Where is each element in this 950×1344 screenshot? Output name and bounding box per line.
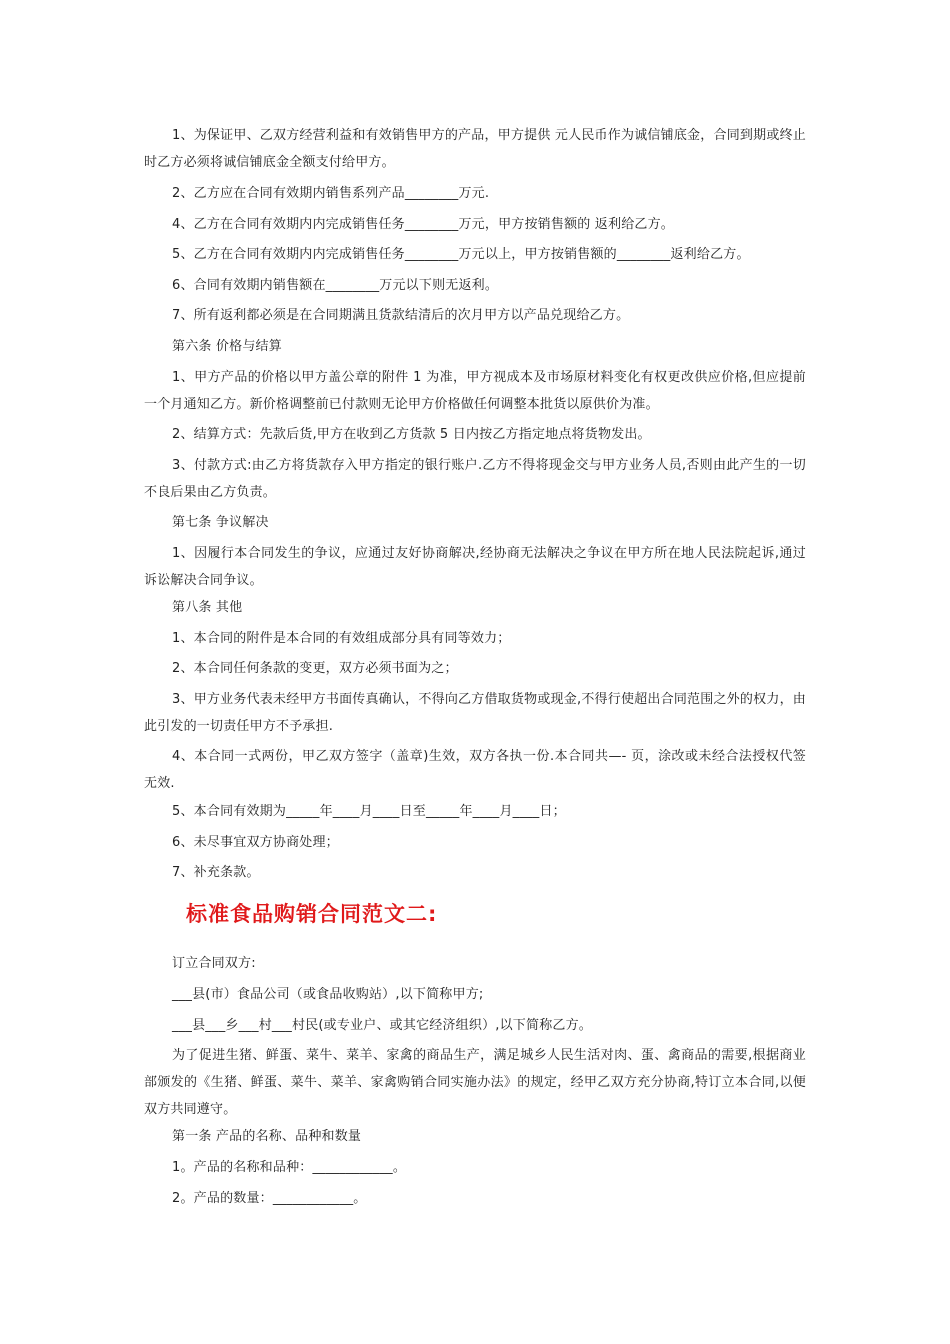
sample-two-heading: 标准食品购销合同范文二: [186, 902, 438, 926]
product-quantity-line: 2。产品的数量：____________。 [172, 1191, 367, 1206]
article-7-item-1: 1、因履行本合同发生的争议，应通过友好协商解决,经协商无法解决之争议在甲方所在地人民法院起诉,通过诉讼解决合同争议。 [144, 546, 806, 588]
article-6-item-3: 3、付款方式:由乙方将货款存入甲方指定的银行账户.乙方不得将现金交与甲方业务人员,否则由此产生的一切不良后果由乙方负责。 [144, 458, 806, 500]
clause-5-item-7: 7、所有返利都必须是在合同期满且货款结清后的次月甲方以产品兑现给乙方。 [172, 308, 630, 323]
article-6-item-1: 1、甲方产品的价格以甲方盖公章的附件 1 为准，甲方视成本及市场原材料变化有权更改供应价格,但应提前一个月通知乙方。新价格调整前已付款则无论甲方价格做任何调整本批货以原供价为准。 [144, 370, 806, 412]
article-8-item-3: 3、甲方业务代表未经甲方书面传真确认，不得向乙方借取货物或现金,不得行使超出合同范围之外的权力，由此引发的一切责任甲方不予承担. [144, 692, 806, 734]
product-name-line: 1。产品的名称和品种：____________。 [172, 1160, 407, 1175]
party-a-line: ___县(市）食品公司（或食品收购站）,以下简称甲方; [172, 987, 484, 1002]
article-6-title: 第六条 价格与结算 [172, 339, 282, 354]
article-7-title: 第七条 争议解决 [172, 515, 269, 530]
preamble-paragraph: 为了促进生猪、鲜蛋、菜牛、菜羊、家禽的商品生产，满足城乡人民生活对肉、蛋、禽商品的需要,根据商业部颁发的《生猪、鲜蛋、菜牛、菜羊、家禽购销合同实施办法》的规定，经甲乙双方充分协商,特订立本合同,以便双方共同遵守。 [144, 1048, 806, 1117]
article-8-item-7: 7、补充条款。 [172, 865, 260, 880]
article-1-title: 第一条 产品的名称、品种和数量 [172, 1129, 362, 1144]
clause-5-item-2: 2、乙方应在合同有效期内销售系列产品________万元. [172, 186, 490, 201]
article-8-item-1: 1、本合同的附件是本合同的有效组成部分具有同等效力； [172, 631, 511, 646]
clause-5-item-1: 1、为保证甲、乙双方经营利益和有效销售甲方的产品，甲方提供 元人民币作为诚信铺底金，合同到期或终止时乙方必须将诚信铺底金全额支付给甲方。 [144, 128, 806, 170]
article-6-item-2: 2、结算方式：先款后货,甲方在收到乙方货款 5 日内按乙方指定地点将货物发出。 [172, 427, 651, 442]
clause-5-item-4: 4、乙方在合同有效期内内完成销售任务________万元，甲方按销售额的 返利给乙方。 [172, 217, 675, 232]
article-8-item-6: 6、未尽事宜双方协商处理； [172, 835, 339, 850]
contract-parties-label: 订立合同双方: [172, 956, 256, 971]
article-8-title: 第八条 其他 [172, 600, 243, 615]
clause-5-item-5: 5、乙方在合同有效期内内完成销售任务________万元以上，甲方按销售额的________返利给乙方。 [172, 247, 750, 262]
party-b-line: ___县___乡___村___村民(或专业户、或其它经济组织）,以下简称乙方。 [172, 1018, 593, 1033]
clause-5-item-6: 6、合同有效期内销售额在________万元以下则无返利。 [172, 278, 499, 293]
article-8-item-5: 5、本合同有效期为_____年____月____日至_____年____月____日； [172, 804, 566, 819]
article-8-item-2: 2、本合同任何条款的变更，双方必须书面为之； [172, 661, 458, 676]
article-8-item-4: 4、本合同一式两份，甲乙双方签字（盖章)生效，双方各执一份.本合同共—- 页，涂改或未经合法授权代签无效. [144, 749, 806, 791]
